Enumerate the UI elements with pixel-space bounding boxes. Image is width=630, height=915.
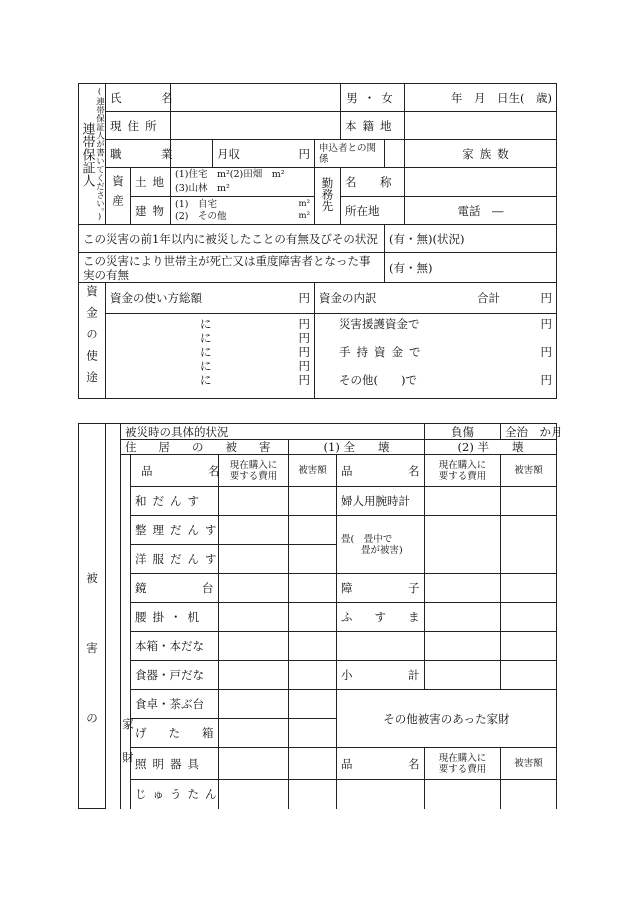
damage-empty-5[interactable] xyxy=(501,632,557,661)
wp-addr-label: 所在地 xyxy=(341,197,405,225)
item-2: 洋服だんす xyxy=(131,545,219,574)
yen-unit-sum: 円 xyxy=(540,290,552,305)
building-option-1: (1) 自宅 xyxy=(175,198,217,210)
watch-label: 婦人用腕時計 xyxy=(337,487,425,516)
cost-empty-5[interactable] xyxy=(425,632,501,661)
wp-name-label: 名 称 xyxy=(341,168,405,197)
phone-label: 電話 ― xyxy=(457,203,504,218)
death-question: この災害により世帯主が死亡又は重度障害者となった事実の有無 xyxy=(79,253,385,283)
col-item-left: 品 名 xyxy=(131,455,219,487)
cost-5[interactable] xyxy=(219,632,289,661)
funds-usage-lines[interactable]: に 円 に 円 に 円 に 円 に 円 xyxy=(106,313,315,398)
cost-4[interactable] xyxy=(219,603,289,632)
full-collapse-option[interactable]: (1) 全 壊 xyxy=(289,440,425,455)
item-7: 食卓・茶ぶ台 xyxy=(131,690,219,719)
item-10: じゅうたん xyxy=(131,780,219,809)
monthly-income-field[interactable] xyxy=(245,140,315,168)
domicile-field[interactable] xyxy=(405,112,557,140)
cost-watch[interactable] xyxy=(425,487,501,516)
damage-10[interactable] xyxy=(289,780,337,809)
address-label: 現住所 xyxy=(106,112,171,140)
name-label: 氏 名 xyxy=(106,84,171,112)
guarantor-side-label xyxy=(79,84,106,225)
item-3: 鏡 台 xyxy=(131,574,219,603)
land-option-2: (3)山林 m² xyxy=(175,183,230,194)
birth-field[interactable]: 年 月 日生( 歳) xyxy=(405,84,557,112)
guarantor-side-main: 連帯保証人 xyxy=(79,121,95,187)
damage-8[interactable] xyxy=(289,719,337,748)
funds-sum-label: 合計 xyxy=(477,290,500,305)
cost-0[interactable] xyxy=(219,487,289,516)
col-cost-right: 現在購入に 要する費用 xyxy=(425,455,501,487)
damage-7[interactable] xyxy=(289,690,337,719)
yen-unit: 円 xyxy=(298,146,310,161)
cost-1[interactable] xyxy=(219,516,289,545)
damage-9[interactable] xyxy=(289,748,337,780)
damage-0[interactable] xyxy=(289,487,337,516)
subtotal-label: 小 計 xyxy=(337,661,425,690)
damage-side-label: 被 害 の xyxy=(79,424,106,809)
item-1: 整理だんす xyxy=(131,516,219,545)
col-damage-right: 被害額 xyxy=(501,455,557,487)
col-item-right-2: 品 名 xyxy=(337,748,425,780)
land-label: 土地 xyxy=(131,168,171,197)
guarantor-side-note: (連帯保証人が書いてください。) xyxy=(94,86,105,222)
shoji-label: 障 子 xyxy=(337,574,425,603)
cost-9[interactable] xyxy=(219,748,289,780)
empty-right-10[interactable] xyxy=(337,780,425,809)
relation-field[interactable] xyxy=(385,140,405,168)
item-0: 和だんす xyxy=(131,487,219,516)
other-fund-label: その他( )で xyxy=(339,372,417,387)
funds-side-label: 資金の使途 xyxy=(79,283,106,399)
funds-total-label: 資金の使い方総額 xyxy=(110,290,202,305)
funds-source-lines[interactable]: 災害援護資金で 円 手持資金で 円 その他( )で 円 xyxy=(315,313,557,398)
cost-2[interactable] xyxy=(219,545,289,574)
damage-empty-10[interactable] xyxy=(501,780,557,809)
m2-unit-2: m² xyxy=(298,210,310,221)
assets-label: 資産 xyxy=(106,168,131,225)
address-field[interactable] xyxy=(171,112,341,140)
item-6: 食器・戸だな xyxy=(131,661,219,690)
wp-name-field[interactable] xyxy=(405,168,557,197)
own-fund-label: 手持資金で xyxy=(339,344,427,359)
tatami-label: 畳( 畳中で 畳が被害) xyxy=(337,516,425,574)
cost-6[interactable] xyxy=(219,661,289,690)
house-damage-label: 住居の被害 xyxy=(121,440,289,455)
damage-1[interactable] xyxy=(289,516,337,545)
col-item-right: 品 名 xyxy=(337,455,425,487)
land-field[interactable] xyxy=(171,168,315,197)
relation-label: 申込者との関係 xyxy=(315,140,385,168)
col-cost-right-2: 現在購入に 要する費用 xyxy=(425,748,501,780)
fusuma-label: ふすま xyxy=(337,603,425,632)
damage-4[interactable] xyxy=(289,603,337,632)
furniture-side-label: 家財 xyxy=(121,455,131,809)
funds-total-row[interactable] xyxy=(106,283,315,314)
sex-field[interactable]: 男・女 xyxy=(341,84,405,112)
cost-7[interactable] xyxy=(219,690,289,719)
damage-6[interactable] xyxy=(289,661,337,690)
building-option-2: (2) その他 xyxy=(175,210,227,222)
funds-breakdown-label: 資金の内訳 xyxy=(319,290,377,305)
col-damage-right-2: 被害額 xyxy=(501,748,557,780)
prev-disaster-question: この災害の前1年以内に被災したことの有無及びその状況 xyxy=(79,225,385,253)
other-goods-label: その他被害のあった家財 xyxy=(337,690,557,748)
item-9: 照明器具 xyxy=(131,748,219,780)
damage-tatami[interactable] xyxy=(501,516,557,574)
workplace-label: 勤務先 xyxy=(315,168,341,225)
injury-label: 負傷 xyxy=(425,424,501,440)
item-4: 腰掛・机 xyxy=(131,603,219,632)
prev-disaster-answer[interactable]: (有・無)(状況) xyxy=(385,225,557,253)
guarantor-table xyxy=(78,83,557,399)
relief-fund-label: 災害援護資金で xyxy=(339,316,420,331)
damage-shoji[interactable] xyxy=(501,574,557,603)
cost-empty-10[interactable] xyxy=(425,780,501,809)
family-label: 家族数 xyxy=(405,140,557,168)
damage-3[interactable] xyxy=(289,574,337,603)
damage-fusuma[interactable] xyxy=(501,603,557,632)
damage-table xyxy=(78,423,563,809)
col-cost-left: 現在購入に 要する費用 xyxy=(219,455,289,487)
building-label: 建物 xyxy=(131,197,171,225)
name-field[interactable] xyxy=(171,84,341,112)
empty-right-5[interactable] xyxy=(337,632,425,661)
domicile-label: 本籍地 xyxy=(341,112,405,140)
damage-watch[interactable] xyxy=(501,487,557,516)
m2-unit-1: m² xyxy=(298,198,310,209)
land-option-1: (1)住宅 m²(2)田畑 m² xyxy=(175,169,285,180)
heal-field[interactable]: 全治 か月 xyxy=(501,424,557,440)
col-damage-left: 被害額 xyxy=(289,455,337,487)
funds-breakdown-row[interactable] xyxy=(315,283,557,314)
item-8: げた箱 xyxy=(131,719,219,748)
situation-label: 被災時の具体的状況 xyxy=(121,424,425,440)
damage-subtotal[interactable] xyxy=(501,661,557,690)
death-answer[interactable]: (有・無) xyxy=(385,253,557,283)
damage-spacer xyxy=(106,424,121,809)
item-5: 本箱・本だな xyxy=(131,632,219,661)
monthly-income-label: 月収 xyxy=(213,140,245,168)
cost-10[interactable] xyxy=(219,780,289,809)
cost-tatami[interactable] xyxy=(425,516,501,574)
yen-unit-total: 円 xyxy=(298,290,310,305)
damage-5[interactable] xyxy=(289,632,337,661)
building-field[interactable] xyxy=(171,197,315,225)
half-collapse-option[interactable]: (2) 半 壊 xyxy=(425,440,557,455)
wp-addr-field[interactable] xyxy=(405,197,557,225)
damage-2[interactable] xyxy=(289,545,337,574)
job-label: 職 業 xyxy=(106,140,171,168)
